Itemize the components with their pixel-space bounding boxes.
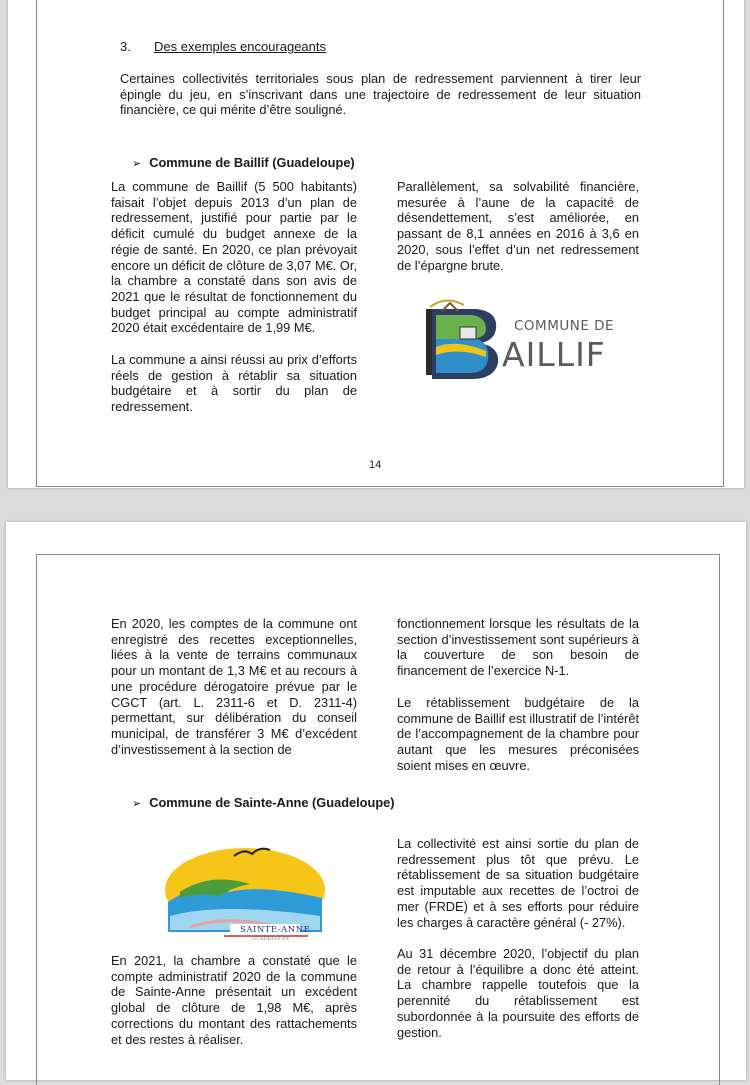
baillif-logo <box>406 287 642 385</box>
sainte-anne-right-paragraph-2: Au 31 décembre 2020, l’objectif du plan de retour à l’équilibre a donc été atteint. La chambre rappelle toutefois que la perennité du rétablissement est subordonnée à la poursuite des efforts de gestion. <box>397 946 639 1040</box>
baillif-logo-line1: COMMUNE DE <box>514 318 615 334</box>
baillif-left-paragraph-2: La commune a ainsi réussi au prix d’efforts réels de gestion à rétablir sa situation budgétaire et à sortir du plan de redressement. <box>111 352 357 415</box>
sainte-anne-heading-text: Commune de Sainte-Anne (Guadeloupe) <box>149 795 395 810</box>
sainte-anne-logo <box>160 832 330 947</box>
section-intro: Certaines collectivités territoriales sous plan de redressement parviennent à tirer leur épingle du jeu, en s’inscrivant dans une trajectoire de redressement de leur situation financière, ce qui mérite d’être souligné. <box>120 71 641 118</box>
baillif-right-paragraph: Parallèlement, sa solvabilité financière, mesurée à l’aune de la capacité de désendettement, s’est améliorée, en passant de 8,1 années en 2016 à 3,6 en 2020, sous l’effet d’un net redressement de l’épargne brute. <box>397 179 639 273</box>
sainte-anne-left-paragraph: En 2021, la chambre a constaté que le compte administratif 2020 de la commune de Sainte-Anne présentait un excédent global de clôture de 1,98 M€, après corrections du montant des rattachements et des restes à réaliser. <box>111 953 357 1047</box>
baillif-heading <box>132 155 355 170</box>
sainte-anne-logo-text: SAINTE-ANNE <box>240 925 311 935</box>
page-number: 14 <box>369 459 382 471</box>
baillif-logo-line2: AILLIF <box>502 335 606 374</box>
document-page-14 <box>8 0 744 488</box>
baillif-continuation-left: En 2020, les comptes de la commune ont enregistré des recettes exceptionnelles, liées à la vente de terrains communaux pour un montant de 1,3 M€ et au recours à une procédure dérogatoire prévue par le CGCT (art. L. 2311-6 et D. 2311-4) permettant, sur délibération du conseil municipal, de transférer 3 M€ d’excédent d’investissement à la section de <box>111 616 357 757</box>
sainte-anne-logo-subtext: GUADELOUPE <box>252 936 290 942</box>
baillif-continuation-right-1: fonctionnement lorsque les résultats de la section d’investissement sont supérieurs à la couverture de son besoin de financement de l’exercice N-1. <box>397 616 639 679</box>
section-heading <box>120 39 520 57</box>
section-title: Des exemples encourageants <box>154 39 326 54</box>
sainte-anne-right-paragraph-1: La collectivité est ainsi sortie du plan de redressement plus tôt que prévu. Le rétablissement de sa situation budgétaire est imputable aux recettes de l’octroi de mer (FRDE) et à ses efforts pour réduire les charges à caractère général (- 27%). <box>397 836 639 930</box>
baillif-continuation-right-2: Le rétablissement budgétaire de la commune de Baillif est illustratif de l’intérêt de l’accompagnement de la chambre pour autant que les mesures préconisées soient mises en œuvre. <box>397 695 639 773</box>
baillif-heading-text: Commune de Baillif (Guadeloupe) <box>149 155 355 170</box>
arrow-bullet-icon: ➢ <box>132 798 142 810</box>
sainte-anne-heading <box>132 795 395 810</box>
document-page-15 <box>6 522 746 1080</box>
section-number: 3. <box>120 39 131 54</box>
baillif-left-paragraph-1: La commune de Baillif (5 500 habitants) faisait l’objet depuis 2013 d’un plan de redressement, justifié pour partie par le déficit cumulé du budget annexe de la régie de santé. En 2020, ce plan prévoyait encore un déficit de clôture de 3,07 M€. Or, la chambre a constaté dans son avis de 2021 que le résultat de fonctionnement du budget principal au compte administratif 2020 était excédentaire de 1,99 M€. <box>111 179 357 336</box>
arrow-bullet-icon: ➢ <box>132 158 142 170</box>
